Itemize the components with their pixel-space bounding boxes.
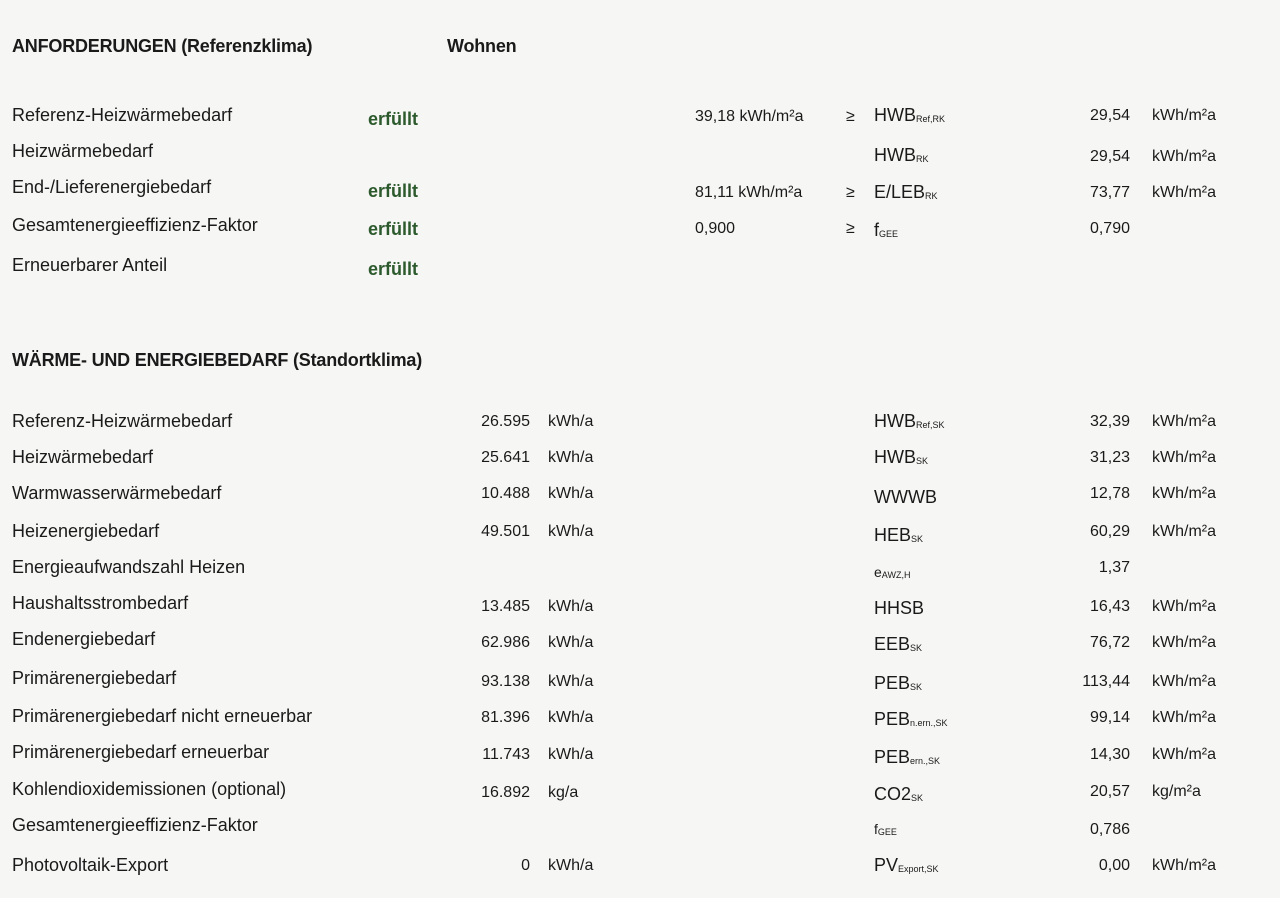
demand-specific-value: 1,37 [1098,559,1130,576]
requirement-operator: ≥ [846,184,855,201]
requirement-row [0,141,1280,171]
demand-label: Primärenergiebedarf [12,668,177,688]
requirement-value: 0,790 [1089,220,1130,237]
demand-row [0,742,1280,772]
demand-specific-value: 31,23 [1089,449,1130,466]
demand-specific-unit: kWh/m²a [1152,673,1216,690]
demand-row [0,411,1280,441]
requirement-value: 29,54 [1089,107,1130,124]
requirement-symbol: E/LEBRK [874,182,938,202]
demand-absolute-value: 11.743 [482,746,530,763]
demand-symbol: HWBSK [874,447,929,467]
demand-specific-value: 0,00 [1098,857,1130,874]
demand-specific-unit: kWh/m²a [1152,709,1216,726]
requirement-status: erfüllt [368,259,419,279]
demand-absolute-value: 26.595 [481,413,530,430]
demand-specific-value: 60,29 [1089,523,1130,540]
demand-specific-unit: kWh/m²a [1152,746,1216,763]
demand-absolute-unit: kWh/a [548,673,594,690]
demand-specific-value: 32,39 [1089,413,1130,430]
requirement-status: erfüllt [368,109,419,129]
requirement-value: 73,77 [1089,184,1130,201]
demand-row [0,815,1280,845]
demand-specific-value: 99,14 [1089,709,1130,726]
requirement-unit: kWh/m²a [1152,148,1216,165]
demand-absolute-unit: kWh/a [548,746,594,763]
demand-absolute-value: 62.986 [481,634,530,651]
requirement-limit-value: 81,11 kWh/m²a [695,184,803,201]
requirement-operator: ≥ [846,220,855,237]
demand-label: Photovoltaik-Export [12,855,169,875]
demand-row [0,779,1280,809]
demand-specific-unit: kWh/m²a [1152,857,1216,874]
requirements-usage-type: Wohnen [447,36,517,56]
demand-absolute-value: 49.501 [481,523,530,540]
demand-absolute-unit: kWh/a [548,857,594,874]
demand-specific-value: 113,44 [1082,673,1130,690]
requirement-label: Erneuerbarer Anteil [12,255,168,275]
demand-row [0,557,1280,587]
demand-absolute-unit: kWh/a [548,598,594,615]
demand-label: Endenergiebedarf [12,629,156,649]
demand-heading: WÄRME- UND ENERGIEBEDARF (Standortklima) [12,350,423,370]
demand-symbol: PEBn.ern.,SK [874,709,948,729]
demand-symbol: HEBSK [874,525,924,545]
demand-label: Gesamtenergieeffizienz-Faktor [12,815,258,835]
requirement-row [0,105,1280,135]
requirement-label: Heizwärmebedarf [12,141,154,161]
demand-absolute-value: 16.892 [481,784,530,801]
demand-row [0,521,1280,551]
demand-label: Referenz-Heizwärmebedarf [12,411,233,431]
demand-specific-value: 12,78 [1089,485,1130,502]
demand-row [0,855,1280,885]
requirement-status: erfüllt [368,181,419,201]
requirement-label: Gesamtenergieeffizienz-Faktor [12,215,258,235]
demand-label: Primärenergiebedarf erneuerbar [12,742,270,762]
demand-absolute-unit: kWh/a [548,449,594,466]
demand-label: Heizwärmebedarf [12,447,154,467]
requirement-label: End-/Lieferenergiebedarf [12,177,212,197]
demand-specific-value: 16,43 [1089,598,1130,615]
demand-row [0,668,1280,698]
demand-specific-value: 20,57 [1089,783,1130,800]
demand-label: Kohlendioxidemissionen (optional) [12,779,287,799]
demand-row [0,483,1280,513]
demand-symbol: WWWB [874,487,937,507]
demand-symbol: EEBSK [874,634,923,654]
demand-label: Heizenergiebedarf [12,521,160,541]
demand-label: Haushaltsstrombedarf [12,593,189,613]
demand-absolute-value: 81.396 [481,709,530,726]
demand-absolute-value: 25.641 [481,449,530,466]
demand-symbol: PEBSK [874,673,923,693]
requirement-unit: kWh/m²a [1152,107,1216,124]
requirement-operator: ≥ [846,108,855,125]
demand-absolute-unit: kWh/a [548,523,594,540]
demand-row [0,706,1280,736]
demand-symbol: PEBern.,SK [874,747,941,767]
demand-row [0,447,1280,477]
demand-absolute-value: 93.138 [481,673,530,690]
requirement-limit-value: 0,900 [695,220,736,237]
demand-specific-unit: kg/m²a [1152,783,1201,800]
requirement-label: Referenz-Heizwärmebedarf [12,105,233,125]
demand-specific-unit: kWh/m²a [1152,598,1216,615]
demand-symbol: PVExport,SK [874,855,939,875]
demand-specific-unit: kWh/m²a [1152,485,1216,502]
demand-specific-unit: kWh/m²a [1152,413,1216,430]
demand-absolute-value: 13.485 [481,598,530,615]
demand-label: Energieaufwandszahl Heizen [12,557,246,577]
requirement-limit-value: 39,18 kWh/m²a [695,108,804,125]
demand-absolute-unit: kg/a [548,784,579,801]
requirement-symbol: fGEE [874,220,899,240]
demand-absolute-value: 0 [521,857,530,874]
demand-absolute-unit: kWh/a [548,413,594,430]
demand-specific-value: 0,786 [1089,821,1130,838]
demand-absolute-unit: kWh/a [548,709,594,726]
demand-specific-unit: kWh/m²a [1152,634,1216,651]
demand-specific-unit: kWh/m²a [1152,449,1216,466]
demand-absolute-unit: kWh/a [548,485,594,502]
requirement-symbol: HWBRK [874,145,929,165]
demand-symbol: CO2SK [874,784,924,804]
demand-specific-value: 76,72 [1089,634,1130,651]
demand-symbol: fGEE [874,821,897,837]
requirement-symbol: HWBRef,RK [874,105,946,125]
demand-absolute-unit: kWh/a [548,634,594,651]
demand-label: Warmwasserwärmebedarf [12,483,222,503]
demand-label: Primärenergiebedarf nicht erneuerbar [12,706,313,726]
demand-specific-value: 14,30 [1089,746,1130,763]
requirement-row [0,215,1280,245]
demand-row [0,593,1280,623]
requirement-row [0,177,1280,207]
requirement-value: 29,54 [1089,148,1130,165]
requirement-row [0,255,1280,285]
demand-absolute-value: 10.488 [481,485,530,502]
demand-symbol: HHSB [874,598,925,618]
requirement-unit: kWh/m²a [1152,184,1216,201]
demand-symbol: HWBRef,SK [874,411,945,431]
requirements-heading: ANFORDERUNGEN (Referenzklima) [12,36,313,56]
demand-symbol: eAWZ,H [874,564,911,580]
demand-specific-unit: kWh/m²a [1152,523,1216,540]
requirement-status: erfüllt [368,219,419,239]
demand-row [0,629,1280,659]
